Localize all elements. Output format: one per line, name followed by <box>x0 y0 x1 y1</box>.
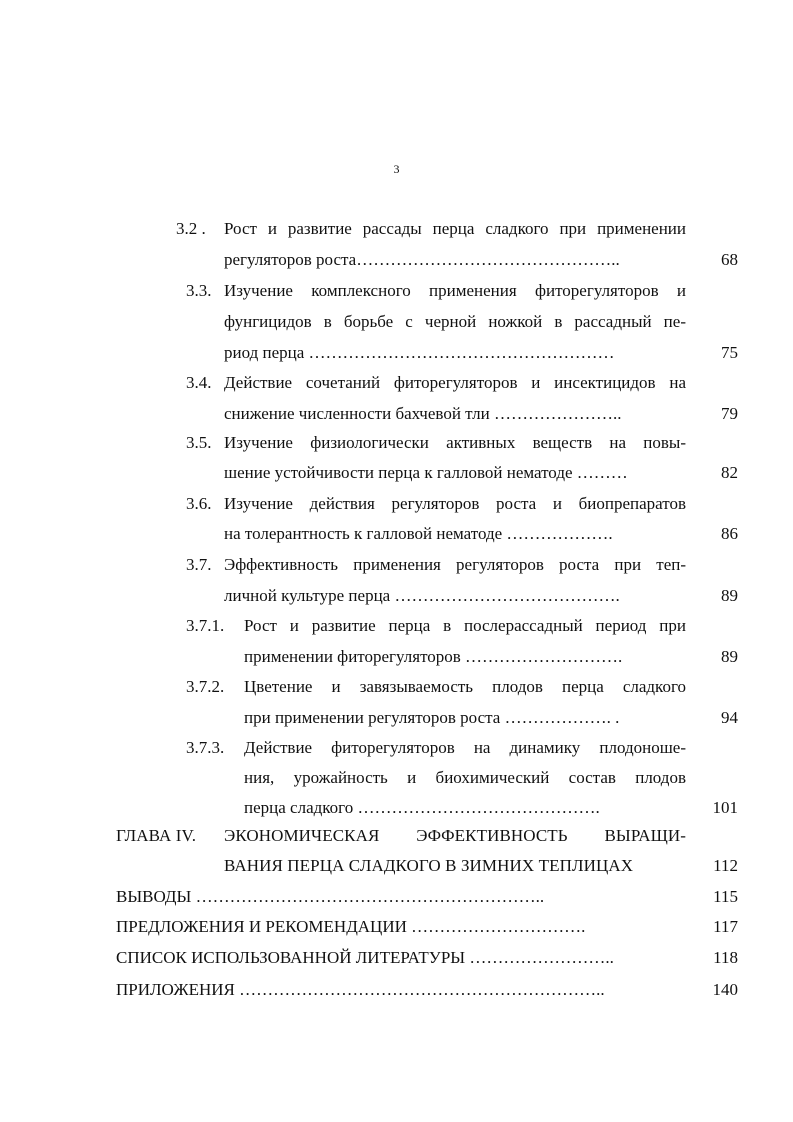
toc-entry-number: 3.7.2. <box>186 677 225 696</box>
section-title: ПРЕДЛОЖЕНИЯ И РЕКОМЕНДАЦИИ …………………………. <box>116 917 586 936</box>
chapter-title-line: ЭКОНОМИЧЕСКАЯ ЭФФЕКТИВНОСТЬ ВЫРАЩИ- <box>224 826 686 845</box>
toc-entry-number: 3.7. <box>186 555 212 574</box>
toc-entry-line: фунгицидов в борьбе с черной ножкой в рассадный пе- <box>224 312 686 331</box>
toc-entry-page: 75 <box>721 343 738 362</box>
toc-entry-page: 82 <box>721 463 738 482</box>
toc-entry-page: 101 <box>712 798 738 817</box>
section-title: ВЫВОДЫ …………………………………………………….. <box>116 887 545 906</box>
section-title: СПИСОК ИСПОЛЬЗОВАННОЙ ЛИТЕРАТУРЫ …………………….. <box>116 948 614 967</box>
toc-entry-line: риод перца ……………………………………………… <box>224 343 615 362</box>
chapter-page: 112 <box>713 856 738 875</box>
toc-entry-line: Изучение действия регуляторов роста и биопрепаратов <box>224 494 686 513</box>
chapter-title-line: ВАНИЯ ПЕРЦА СЛАДКОГО В ЗИМНИХ ТЕПЛИЦАХ <box>224 856 634 875</box>
toc-entry-line: Цветение и завязываемость плодов перца сладкого <box>244 677 686 696</box>
toc-entry-line: шение устойчивости перца к галловой нематоде ……… <box>224 463 628 482</box>
toc-entry-page: 89 <box>721 586 738 605</box>
toc-entry-line: Изучение физиологически активных веществ на повы- <box>224 433 686 452</box>
toc-entry-line: перца сладкого ……………………………………. <box>244 798 600 817</box>
toc-entry-page: 94 <box>721 708 738 727</box>
toc-entry-line: Рост и развитие рассады перца сладкого при применении <box>224 219 686 238</box>
toc-entry-number: 3.6. <box>186 494 212 513</box>
toc-entry-number: 3.7.3. <box>186 738 225 757</box>
toc-entry-line: Рост и развитие перца в послерассадный период при <box>244 616 686 635</box>
toc-entry-page: 68 <box>721 250 738 269</box>
toc-entry-page: 89 <box>721 647 738 666</box>
chapter-number: ГЛАВА IV. <box>116 826 197 845</box>
toc-entry-page: 79 <box>721 404 738 423</box>
toc-entry-number: 3.3. <box>186 281 212 300</box>
toc-entry-number: 3.4. <box>186 373 212 392</box>
section-page: 118 <box>713 948 738 967</box>
toc-entry-line: ния, урожайность и биохимический состав плодов <box>244 768 686 787</box>
section-page: 115 <box>713 887 738 906</box>
toc-entry-line: при применении регуляторов роста ………………. . <box>244 708 620 727</box>
section-page: 140 <box>712 980 738 999</box>
toc-entry-line: применении фиторегуляторов ………………………. <box>244 647 623 666</box>
toc-entry-line: личной культуре перца …………………………………. <box>224 586 620 605</box>
toc-entry-line: снижение численности бахчевой тли ………………….. <box>224 404 622 423</box>
toc-entry-line: Изучение комплексного применения фиторегуляторов и <box>224 281 686 300</box>
toc-entry-number: 3.5. <box>186 433 212 452</box>
section-page: 117 <box>713 917 738 936</box>
toc-entry-line: Действие фиторегуляторов на динамику плодоноше- <box>244 738 686 757</box>
toc-entry-line: на толерантность к галловой нематоде ………………. <box>224 524 613 543</box>
toc-entry-number: 3.7.1. <box>186 616 225 635</box>
toc-entry-line: Действие сочетаний фиторегуляторов и инсектицидов на <box>224 373 686 392</box>
toc-entry-line: регуляторов роста……………………………………….. <box>224 250 620 269</box>
toc-entry-line: Эффективность применения регуляторов роста при теп- <box>224 555 686 574</box>
toc-entry-number: 3.2 . <box>176 219 206 238</box>
page-number: 3 <box>393 162 400 176</box>
toc-entry-page: 86 <box>721 524 738 543</box>
section-title: ПРИЛОЖЕНИЯ ……………………………………………………….. <box>116 980 605 999</box>
